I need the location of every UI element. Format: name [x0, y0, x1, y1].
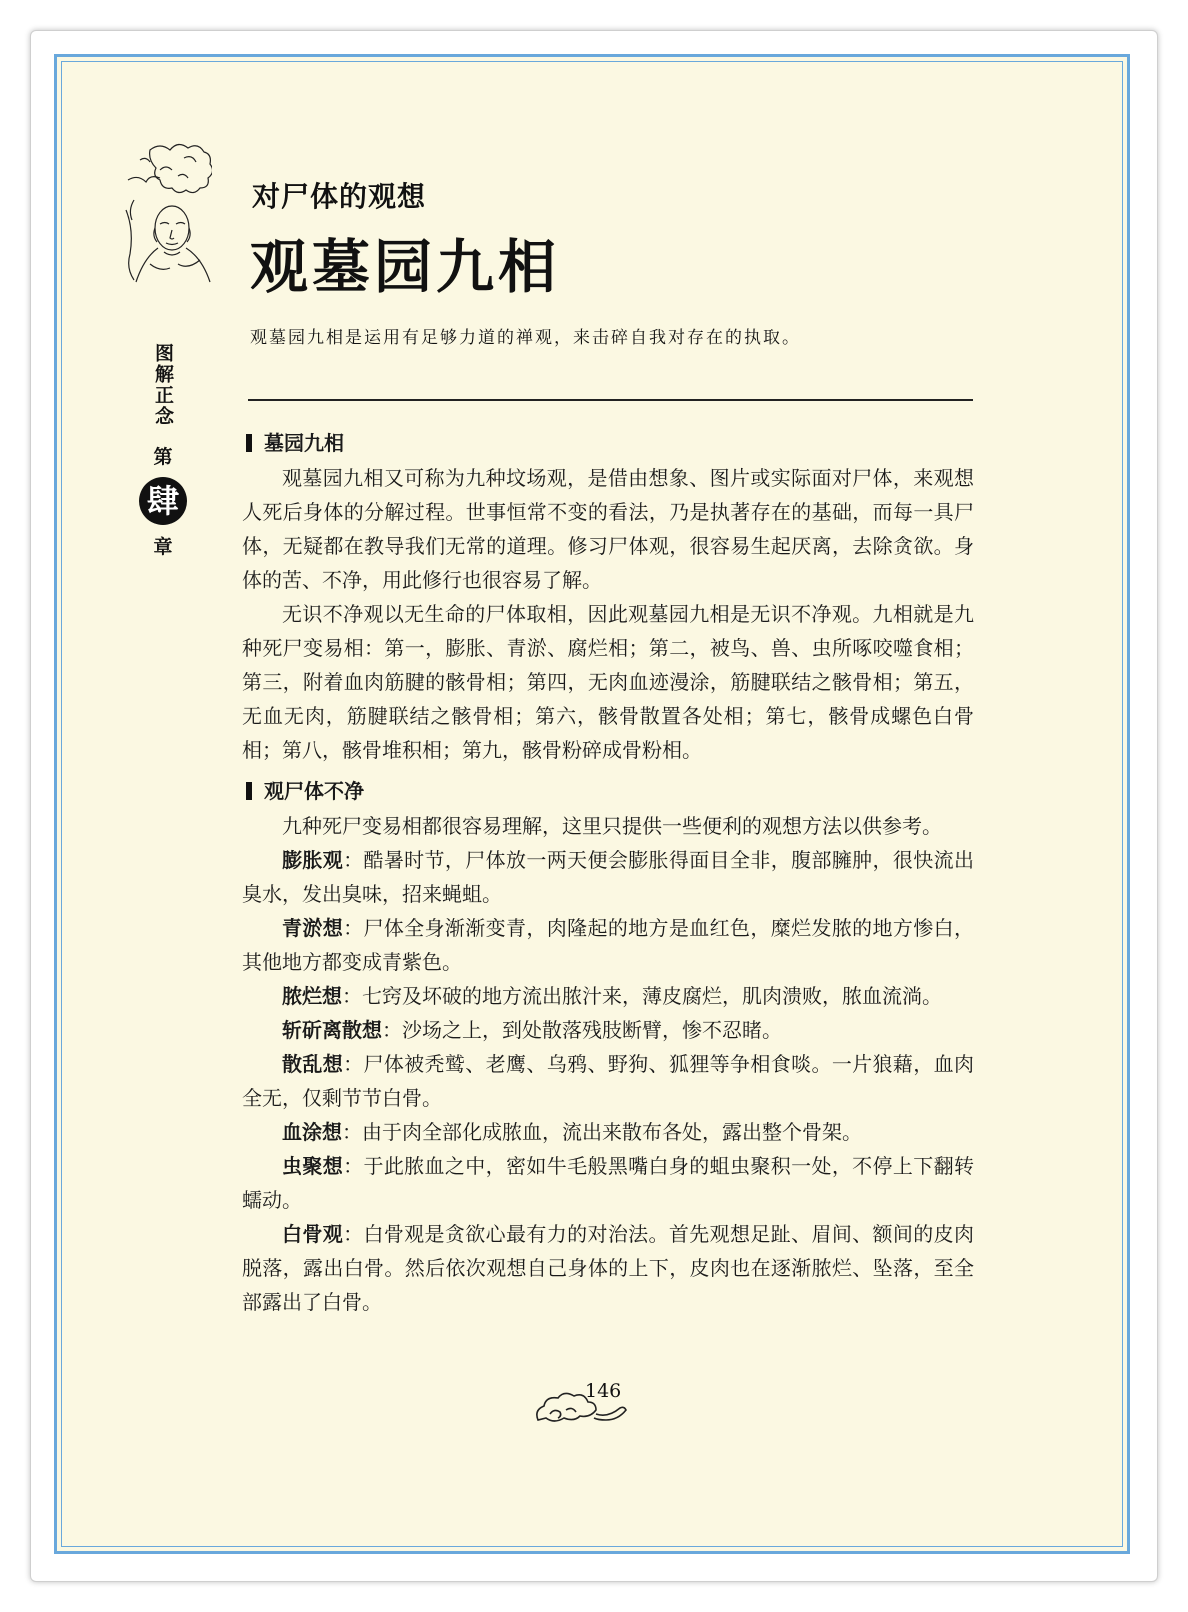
item-term: 膨胀观 — [282, 848, 344, 872]
heading-marker — [246, 434, 252, 452]
item-term: 青淤想 — [282, 916, 344, 940]
paragraph: 观墓园九相又可称为九种坟场观，是借由想象、图片或实际面对尸体，来观想人死后身体的分解过程。世事恒常不变的看法，乃是执著存在的基础，而每一具尸体，无疑都在教导我们无常的道理。修习尸体观，很容易生起厌离，去除贪欲。身体的苦、不净，用此修行也很容易了解。 — [242, 466, 974, 592]
main-content — [242, 425, 974, 1319]
section-heading — [242, 773, 974, 809]
sidebar-di: 第 — [153, 446, 173, 468]
item-text: ：于此脓血之中，密如牛毛般黑嘴白身的蛆虫聚积一处，不停上下翻转蠕动。 — [242, 1154, 975, 1212]
intro-text: 观墓园九相是运用有足够力道的禅观，来击碎自我对存在的执取。 — [250, 328, 801, 348]
item-term: 斩斫离散想 — [282, 1018, 382, 1042]
monk-portrait-illustration — [120, 140, 212, 285]
cloud-ornament-icon — [530, 1380, 630, 1436]
heading-marker — [246, 782, 252, 800]
item-term: 白骨观 — [282, 1222, 344, 1246]
sidebar-zhang: 章 — [153, 536, 173, 558]
item-text: ：由于肉全部化成脓血，流出来散布各处，露出整个骨架。 — [342, 1120, 862, 1144]
list-item — [242, 843, 974, 911]
item-text: ：白骨观是贪欲心最有力的对治法。首先观想足趾、眉间、额间的皮肉脱落，露出白骨。然后依次观想自己身体的上下，皮肉也在逐渐脓烂、坠落，至全部露出了白骨。 — [242, 1222, 975, 1314]
list-item — [242, 1047, 974, 1115]
item-text: ：沙场之上，到处散落残肢断臂，惨不忍睹。 — [382, 1018, 782, 1042]
item-term: 散乱想 — [282, 1052, 344, 1076]
item-text: ：七窍及坏破的地方流出脓汁来，薄皮腐烂，肌肉溃败，脓血流淌。 — [342, 984, 942, 1008]
chapter-sidebar — [146, 343, 179, 559]
list-item — [242, 979, 974, 1013]
page-subtitle: 对尸体的观想 — [252, 180, 427, 213]
item-text: ：尸体被秃鹫、老鹰、乌鸦、野狗、狐狸等争相食啖。一片狼藉，血肉全无，仅剩节节白骨。 — [242, 1052, 975, 1110]
item-text: ：尸体全身渐渐变青，肉隆起的地方是血红色，糜烂发脓的地方惨白，其他地方都变成青紫色。 — [242, 916, 975, 974]
section-heading-text: 观尸体不净 — [264, 779, 364, 803]
list-item — [242, 1149, 974, 1217]
paragraph: 无识不净观以无生命的尸体取相，因此观墓园九相是无识不净观。九相就是九种死尸变易相：第一，膨胀、青淤、腐烂相；第二，被鸟、兽、虫所啄咬噬食相；第三，附着血肉筋腱的骸骨相；第四，无肉血迹漫涂，筋腱联结之骸骨相；第五，无血无肉，筋腱联结之骸骨相；第六，骸骨散置各处相；第七，骸骨成螺色白骨相；第八，骸骨堆积相；第九，骸骨粉碎成骨粉相。 — [242, 602, 974, 762]
item-term: 脓烂想 — [282, 984, 342, 1008]
item-text: ：酷暑时节，尸体放一两天便会膨胀得面目全非，腹部臃肿，很快流出臭水，发出臭味，招来蝇蛆。 — [242, 848, 975, 906]
section-heading-text: 墓园九相 — [264, 431, 344, 455]
list-item — [242, 1115, 974, 1149]
item-term: 虫聚想 — [282, 1154, 344, 1178]
page-title: 观墓园九相 — [250, 233, 561, 301]
page-number: 146 — [585, 1380, 622, 1402]
chapter-number-badge: 肆 — [139, 477, 187, 525]
paragraph: 九种死尸变易相都很容易理解，这里只提供一些便利的观想方法以供参考。 — [282, 814, 942, 838]
section-heading — [242, 425, 974, 461]
divider — [248, 399, 973, 401]
list-item — [242, 1217, 974, 1319]
item-term: 血涂想 — [282, 1120, 342, 1144]
list-item — [242, 911, 974, 979]
list-item — [242, 1013, 974, 1047]
sidebar-book-title: 图解正念 — [152, 343, 174, 427]
